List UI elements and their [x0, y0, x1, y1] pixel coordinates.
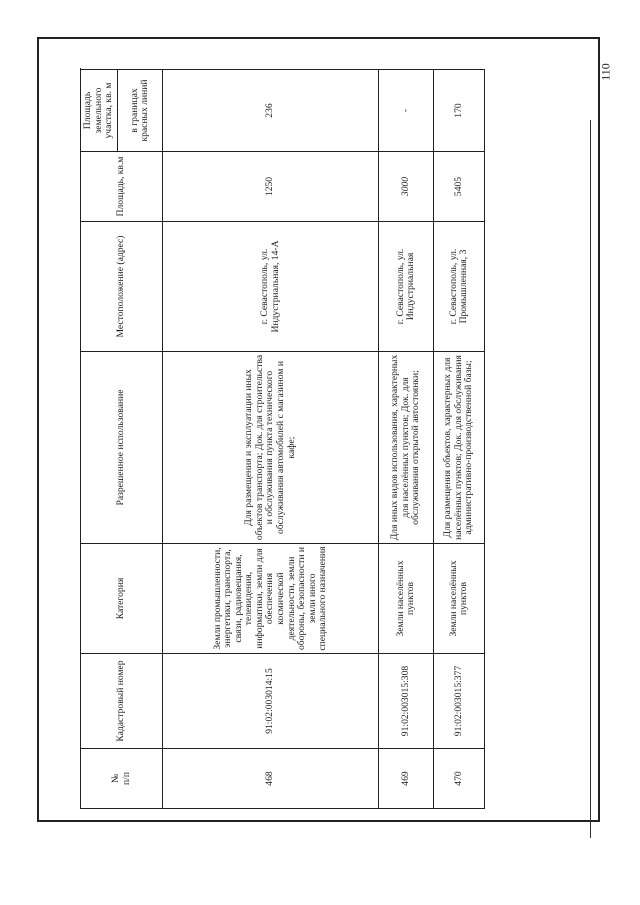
cell-location: г. Севастополь, ул. Индустриальная, 14-А [163, 222, 379, 352]
cell-num: 470 [434, 749, 485, 809]
cell-num: 468 [163, 749, 379, 809]
page-number [600, 57, 612, 87]
header-land-area: Площадь земельного участка, кв. м [81, 69, 118, 151]
header-cadastral: Кадастровый номер [81, 654, 163, 749]
page-number-text: 110 [598, 63, 613, 81]
header-inside: в границах красных линий [118, 70, 163, 152]
header-area: Площадь, кв.м [81, 152, 163, 222]
rotated-table-container [80, 70, 477, 809]
cell-inside: - [379, 70, 434, 152]
cell-area: 3000 [379, 152, 434, 222]
cell-category: Земли населённых пунктов [434, 544, 485, 654]
table-row [434, 69, 485, 808]
cell-use: Для размещения объектов, характерных для населённых пунктов; Док. для обслуживания административно-производственной базы; [434, 352, 485, 544]
cell-num: 469 [379, 749, 434, 809]
cell-use: Для иных видов использования, характерных для населённых пунктов; Док. для обслуживания открытой автостоянки; [379, 352, 434, 544]
cell-category: Земли населённых пунктов [379, 544, 434, 654]
cadastral-table [80, 69, 485, 809]
cell-category: Земли промышленности, энергетики, транспорта, связи, радиовещания, телевидения, информатики, земли для обеспечения космической деятельности, земли обороны, безопасности и земли иного специального назначения [163, 544, 379, 654]
header-num: № п/п [81, 749, 163, 809]
cell-use: Для размещения и эксплуатации иных объектов транспорта; Док. для строительства и обслуживания пункта технического обслуживания автомобилей с магазином и кафе; [163, 352, 379, 544]
header-location: Местоположение (адрес) [81, 222, 163, 352]
cell-cadastral: 91:02:003014:15 [163, 654, 379, 749]
cell-inside: 170 [434, 70, 485, 152]
cell-cadastral: 91:02:003015:308 [379, 654, 434, 749]
cell-area: 1250 [163, 152, 379, 222]
cell-cadastral: 91:02:003015:377 [434, 654, 485, 749]
table-row [163, 69, 379, 808]
cell-location: г. Севастополь, ул. Индустриальная [379, 222, 434, 352]
margin-rule [590, 120, 591, 838]
cell-location: г. Севастополь, ул. Промышленная, 3 [434, 222, 485, 352]
table-row [379, 69, 434, 808]
header-use: Разрешенное использование [81, 352, 163, 544]
cell-inside: 236 [163, 70, 379, 152]
cell-area: 5405 [434, 152, 485, 222]
header-category: Категория [81, 544, 163, 654]
